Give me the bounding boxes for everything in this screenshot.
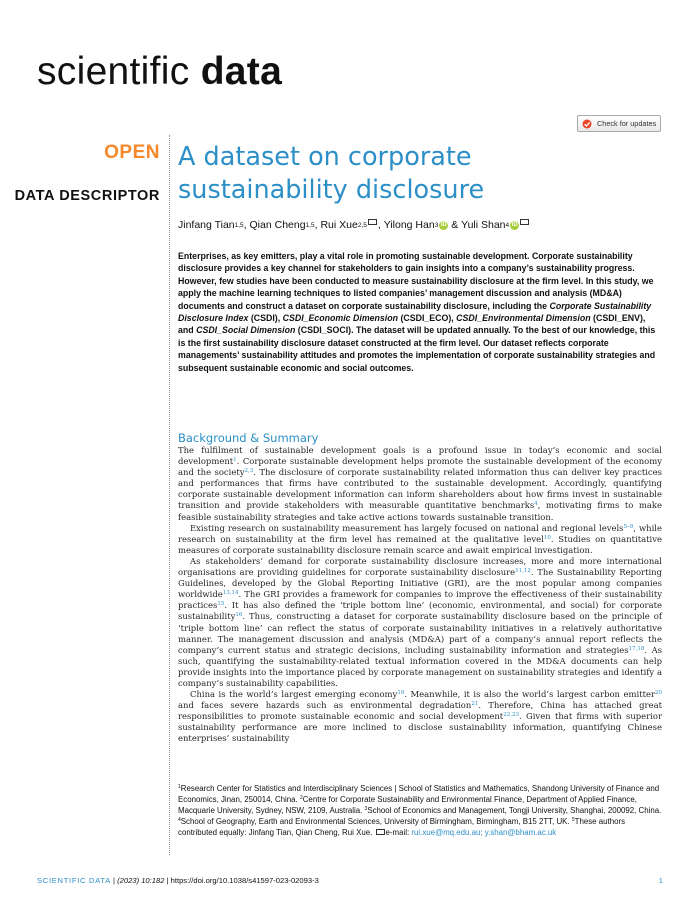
body-text-run: , motivating firms to make feasible sustainability strategies and take active actions towards sustainable transition. — [178, 500, 662, 522]
body-text-run: . Studies on quantitative measures of corporate sustainability disclosure remain scarce and await empirical investigation. — [178, 533, 662, 555]
affiliation-text: Centre for Corporate Sustainability and Environmental Finance, Department of Applied Finance, Macquarie University, Sydney, NSW, 2109, Australia. — [178, 795, 637, 815]
affiliation-marker: 2 — [299, 795, 303, 801]
author-name: Yilong Han — [383, 219, 435, 231]
affiliation-marker: 3 — [364, 806, 368, 812]
author — [178, 219, 244, 231]
body-text-run: . Corporate sustainable development helps promote the sustainable development of the economy and the society — [178, 456, 662, 478]
citation-ref[interactable]: 11,12 — [515, 568, 531, 575]
citation-ref[interactable]: 2,3 — [244, 468, 254, 475]
abstract: Enterprises, as key emitters, play a vital role in promoting sustainable development. Corporate sustainability disclosure provides a key channel for stakeholders to gain insights into a company’s sustainability progress. However, few studies have been conducted to measure sustainability disclosure at the firm level. In this study, we apply the machine learning techniques to listed companies’ management discussion and analysis (MD&A) documents and construct a dataset on corporate sustainability disclosure, including the Corporate Sustainability Disclosure Index (CSDI), CSDI_Economic Dimension (CSDI_ECO), CSDI_Environmental Dimension (CSDI_ENV), and CSDI_Social Dimension (CSDI_SOCI). The dataset will be updated annually. To the best of our knowledge, this is the first sustainability disclosure dataset constructed at the firm level. Our dataset reflects corporate managements’ sustainability attitudes and promotes the implementation of corporate sustainability strategies and subsequent sustainable economic and social outcomes. — [178, 251, 656, 373]
body-text-run: The fulfilment of sustainable development goals is a profound issue in today’s economic and social development — [178, 445, 662, 467]
check-updates-button[interactable] — [577, 115, 661, 132]
body-text-run: As stakeholders’ demand for corporate sustainability disclosure increases, more and more international organisations are providing guidelines for corporate sustainability disclosure — [178, 555, 662, 578]
author-affiliation-marker: 3 — [434, 221, 439, 229]
logo-text-bold: data — [200, 50, 283, 93]
body-text-run: . Meanwhile, it is also the world’s largest carbon emitter — [404, 689, 655, 700]
body-text-run: and faces severe hazards such as environmental degradation — [178, 700, 472, 711]
citation-ref[interactable]: 10 — [543, 534, 551, 541]
body-text-run: . The disclosure of corporate sustainability related information thus can deliver key practices and performances that firms have contributed to the sustainable development. Accordingly, quantifying corporate sustainable development information can inform shareholders about how firms invest in sustainable transition and provide stakeholders with measurable quantitative benchmarks — [178, 467, 662, 511]
title-line-1: A dataset on corporate — [178, 142, 472, 172]
dotted-divider — [169, 135, 170, 855]
orcid-icon[interactable]: iD — [511, 221, 518, 228]
affiliations — [178, 783, 665, 838]
citation-ref[interactable]: 22,23 — [503, 712, 519, 719]
citation-ref[interactable]: 19 — [397, 690, 405, 697]
author — [320, 219, 377, 231]
title-line-2: sustainability disclosure — [178, 175, 485, 205]
author-name: Yuli Shan — [461, 219, 506, 231]
body-text-run: , while research on sustainability at the firm level has remained at the qualitative level — [178, 522, 662, 544]
author — [250, 219, 315, 231]
author-affiliation-marker: 4 — [505, 221, 510, 229]
body-text-run: . The GRI provides a framework for companies to improve the effectiveness of their sustainability practices — [178, 589, 662, 611]
body-text — [178, 445, 662, 745]
body-paragraph — [178, 556, 662, 689]
author-affiliation-marker: 2,5 — [357, 221, 367, 229]
orcid-icon[interactable]: iD — [440, 221, 447, 228]
page-footer — [37, 876, 663, 885]
email-label: e-mail: — [385, 828, 412, 837]
page-number: 1 — [658, 876, 663, 885]
body-text-run: . Therefore, China has attached great responsibilities to promote sustainable economic and social development — [178, 700, 662, 722]
author-name: Rui Xue — [320, 219, 358, 231]
check-updates-label: Check for updates — [597, 119, 657, 128]
citation-ref[interactable]: 17,18 — [628, 645, 645, 652]
author-name: Jinfang Tian — [178, 219, 235, 231]
email-icon — [368, 219, 377, 225]
citation-ref[interactable]: 20 — [655, 690, 662, 697]
article-type-label: DATA DESCRIPTOR — [14, 188, 160, 204]
check-updates-icon — [582, 119, 592, 129]
footer-journal: SCIENTIFIC DATA — [37, 876, 111, 885]
citation-ref[interactable]: 1 — [233, 457, 237, 464]
body-text-run: . As such, quantifying the sustainability-related textual information covered in the MD&A documents can help provide insights into the importance placed by corporate management on sustainability strategies and identify a company’s sustainability capabilities. — [178, 644, 662, 688]
body-paragraph — [178, 445, 662, 523]
body-paragraph — [178, 523, 662, 556]
body-text-run: . Given that firms with superior sustainability performance are more inclined to disclose sustainability information, quantifying Chinese enterprises’ sustainability — [178, 711, 662, 744]
affiliation-text: School of Economics and Management, Tongji University, Shanghai, 200092, China. — [367, 806, 662, 815]
email-icon — [376, 829, 385, 835]
body-text-run: . It has also defined the ‘triple bottom line’ (economic, environmental, and social) for corporate sustainability — [178, 600, 662, 622]
author-affiliation-marker: 1,5 — [234, 221, 244, 229]
author — [461, 219, 530, 231]
author — [384, 219, 449, 231]
citation-ref[interactable]: 16 — [235, 612, 243, 619]
affiliation-text: Research Center for Statistics and Interdisciplinary Sciences | School of Statistics and Mathematics, Shandong University of Finance and Economics, Jinan, 250014, China. — [178, 784, 660, 804]
email-icon — [520, 219, 529, 225]
logo-text-light: scientific — [37, 50, 190, 93]
citation-ref[interactable]: 13,14 — [222, 590, 239, 597]
body-text-run: . Thus, constructing a dataset for corporate sustainability disclosure based on the principle of ‘triple bottom line’ can reflect the status of corporate sustainability initiatives in a relatively authoritative manner. The management discussion and analysis (MD&A) part of a company’s annual report reflects the company’s current status and strategic decisions, including sustainability information and strategies — [178, 611, 662, 655]
author-affiliation-marker: 1,5 — [305, 221, 315, 229]
body-text-run: China is the world’s largest emerging economy — [190, 689, 398, 700]
affiliation-text: These authors contributed equally: Jinfang Tian, Qian Cheng, Rui Xue. — [178, 817, 626, 837]
open-access-label: OPEN — [104, 142, 160, 163]
affiliation-marker: 1 — [178, 784, 181, 790]
footer-doi-link[interactable]: | https://doi.org/10.1038/s41597-023-02093-3 — [164, 876, 319, 885]
body-text-run: Existing research on sustainability measurement has largely focused on national and regional levels — [190, 522, 624, 533]
citation-ref[interactable]: 5–9 — [623, 523, 634, 530]
affiliation-marker: 5 — [571, 817, 575, 823]
footer-citation: (2023) 10:182 — [117, 876, 165, 885]
journal-logo — [37, 50, 282, 94]
affiliation-text: School of Geography, Earth and Environmental Sciences, University of Birmingham, Birmingham, B15 2TT, UK. — [180, 817, 572, 826]
affiliation-marker: 4 — [178, 817, 181, 823]
author-name: Qian Cheng — [249, 219, 306, 231]
author-list: Jinfang Tian 1,5 , Qian Cheng 1,5 , Rui Xue 2,5 , Yilong Han 3 iD & Yuli Shan 4 iD — [178, 219, 530, 231]
article-title — [178, 141, 678, 207]
citation-ref[interactable]: 21 — [471, 701, 479, 708]
body-paragraph — [178, 689, 662, 744]
email-links[interactable]: rui.xue@mq.edu.au; y.shan@bham.ac.uk — [411, 828, 557, 837]
body-text-run: . The Sustainability Reporting Guidelines, developed by the Global Reporting Initiative (GRI), are the most popular among companies worldwide — [178, 567, 662, 600]
footer-separator: | — [110, 876, 118, 885]
section-heading: Background & Summary — [178, 431, 319, 445]
citation-ref[interactable]: 4 — [534, 501, 538, 508]
citation-ref[interactable]: 15 — [217, 601, 225, 608]
